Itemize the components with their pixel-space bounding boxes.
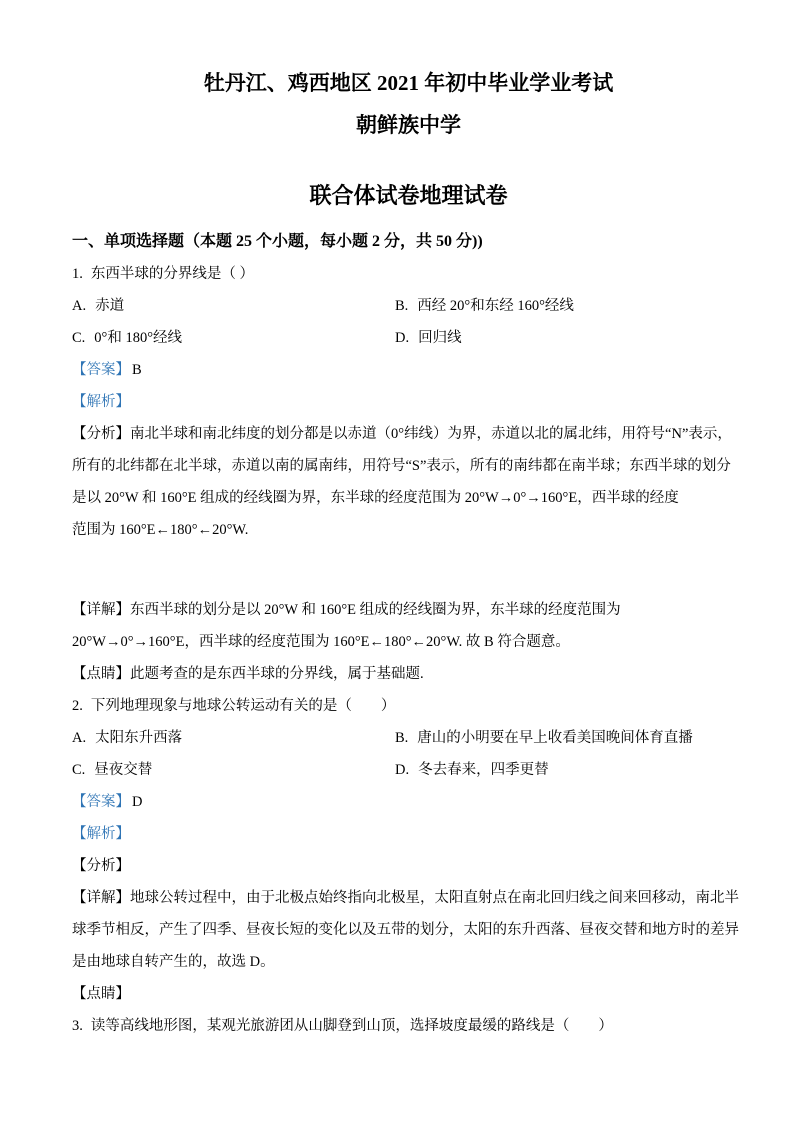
question-2-option-c bbox=[72, 754, 395, 786]
option-key: C. bbox=[72, 330, 86, 346]
question-2-detail-line: 是由地球自转产生的，故选 D。 bbox=[72, 954, 275, 970]
question-1-answer-line bbox=[72, 354, 745, 386]
blank-gap bbox=[72, 546, 745, 594]
question-3-stem bbox=[72, 1010, 745, 1042]
jiexi-label: 【解析】 bbox=[72, 826, 130, 842]
jiexi-label: 【解析】 bbox=[72, 394, 130, 410]
question-2-answer-letter: D bbox=[132, 794, 143, 810]
question-1-detail-line: 20°W→0°→160°E，西半球的经度范围为 160°E←180°←20°W. 故 B 符合题意。 bbox=[72, 634, 570, 650]
answer-label: 【答案】 bbox=[72, 362, 130, 378]
question-2-options-row-2 bbox=[72, 754, 745, 786]
question-1-answer-letter: B bbox=[132, 362, 142, 378]
question-3-stem-text: 读等高线地形图，某观光旅游团从山脚登到山顶，选择坡度最缓的路线是（ ） bbox=[90, 1018, 613, 1034]
question-2-answer-line bbox=[72, 786, 745, 818]
question-1-dianjing-line: 【点睛】此题考查的是东西半球的分界线，属于基础题. bbox=[72, 666, 424, 682]
question-2-detail-line: 球季节相反，产生了四季、昼夜长短的变化以及五带的划分，太阳的东升西落、昼夜交替和地方时的差异 bbox=[72, 922, 739, 938]
question-2-option-a bbox=[72, 722, 395, 754]
option-text: 回归线 bbox=[418, 330, 462, 346]
option-key: D. bbox=[395, 762, 410, 778]
question-2-fenxi-line: 【分析】 bbox=[72, 858, 130, 874]
question-1-stem-text: 东西半球的分界线是（ ） bbox=[90, 266, 254, 282]
question-1-analysis-line: 范围为 160°E←180°←20°W. bbox=[72, 522, 249, 538]
question-2-stem-text: 下列地理现象与地球公转运动有关的是（ ） bbox=[90, 698, 396, 714]
question-1-option-a bbox=[72, 290, 395, 322]
option-key: B. bbox=[395, 298, 409, 314]
question-1-options-row-1 bbox=[72, 290, 745, 322]
question-2-stem bbox=[72, 690, 745, 722]
question-1-option-b bbox=[395, 290, 574, 322]
question-1-stem bbox=[72, 258, 745, 290]
option-text: 太阳东升西落 bbox=[95, 730, 183, 746]
question-2-option-d bbox=[395, 754, 549, 786]
question-1-jiexi-line bbox=[72, 386, 745, 418]
question-1-analysis-line: 【分析】南北半球和南北纬度的划分都是以赤道（0°纬线）为界，赤道以北的属北纬，用符号“N”表示， bbox=[72, 426, 732, 442]
section-heading-choice-questions: 一、单项选择题（本题 25 个小题，每小题 2 分，共 50 分)) bbox=[72, 233, 483, 250]
question-2-number: 2. bbox=[72, 698, 83, 714]
document-title-line1: 牡丹江、鸡西地区 2021 年初中毕业学业考试 bbox=[203, 71, 614, 95]
question-2-detail-line: 【详解】地球公转过程中，由于北极点始终指向北极星，太阳直射点在南北回归线之间来回移动，南北半 bbox=[72, 890, 739, 906]
paper-subject-title: 联合体试卷地理试卷 bbox=[309, 183, 508, 208]
question-3-number: 3. bbox=[72, 1018, 83, 1034]
question-2-dianjing-line: 【点睛】 bbox=[72, 986, 130, 1002]
option-key: A. bbox=[72, 730, 87, 746]
question-2-option-b bbox=[395, 722, 693, 754]
option-text: 冬去春来，四季更替 bbox=[418, 762, 549, 778]
option-key: B. bbox=[395, 730, 409, 746]
question-1-analysis-line: 所有的北纬都在北半球，赤道以南的属南纬，用符号“S”表示，所有的南纬都在南半球；东西半球的划分 bbox=[72, 458, 731, 474]
option-text: 唐山的小明要在早上收看美国晚间体育直播 bbox=[417, 730, 693, 746]
answer-label: 【答案】 bbox=[72, 794, 130, 810]
question-2-options-row-1 bbox=[72, 722, 745, 754]
document-title-line2: 朝鲜族中学 bbox=[356, 113, 461, 137]
question-1-option-c bbox=[72, 322, 395, 354]
option-key: A. bbox=[72, 298, 87, 314]
question-1-analysis-line: 是以 20°W 和 160°E 组成的经线圈为界，东半球的经度范围为 20°W→0°→160°E，西半球的经度 bbox=[72, 490, 679, 506]
question-1-option-d bbox=[395, 322, 462, 354]
question-1-options-row-2 bbox=[72, 322, 745, 354]
option-text: 昼夜交替 bbox=[94, 762, 153, 778]
option-text: 赤道 bbox=[95, 298, 125, 314]
question-2-jiexi-line bbox=[72, 818, 745, 850]
question-1-number: 1. bbox=[72, 266, 83, 282]
option-text: 西经 20°和东经 160°经线 bbox=[417, 298, 574, 314]
option-key: C. bbox=[72, 762, 86, 778]
option-key: D. bbox=[395, 330, 410, 346]
question-1-detail-line: 【详解】东西半球的划分是以 20°W 和 160°E 组成的经线圈为界，东半球的经度范围为 bbox=[72, 602, 621, 618]
option-text: 0°和 180°经线 bbox=[94, 330, 183, 346]
